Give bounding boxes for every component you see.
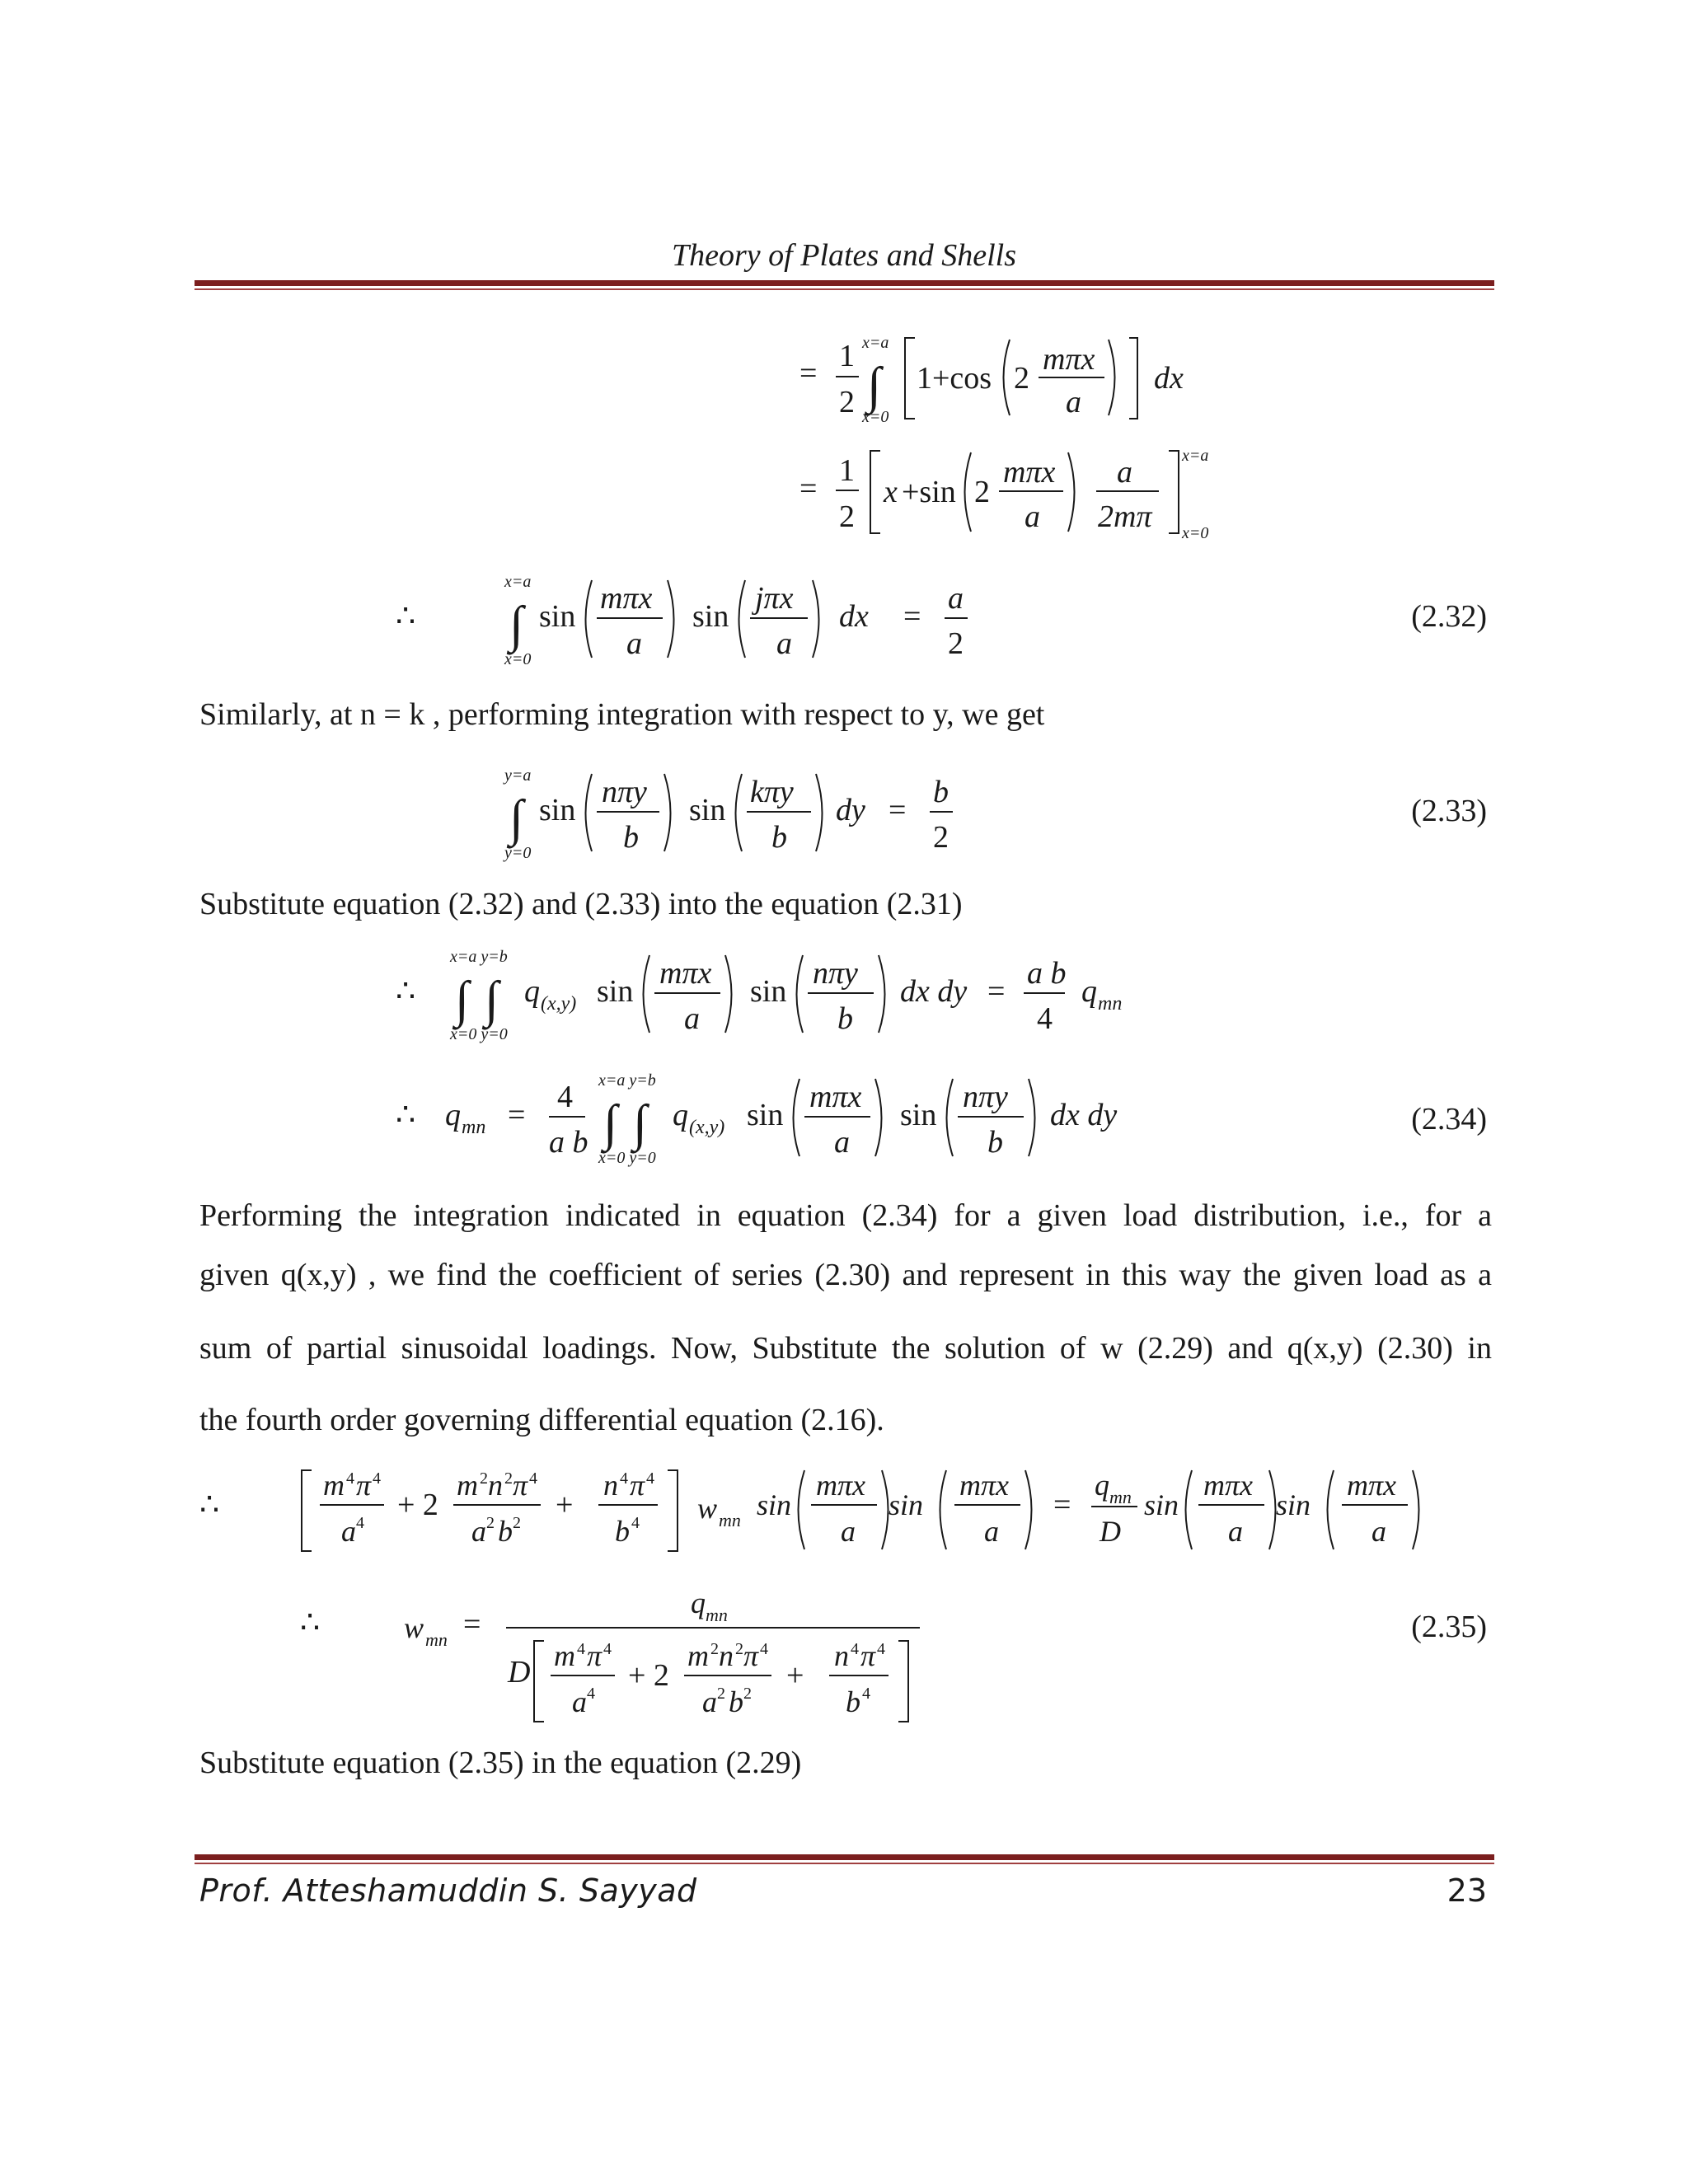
- svg-text:a: a: [1372, 1515, 1386, 1548]
- svg-text:2: 2: [717, 1685, 725, 1703]
- svg-text:mπx: mπx: [1003, 455, 1056, 490]
- svg-text:2: 2: [974, 475, 990, 509]
- svg-text:m: m: [554, 1639, 575, 1672]
- equation-governing-substitution: [195, 1459, 1480, 1566]
- svg-text:a: a: [1025, 499, 1040, 534]
- svg-text:∴: ∴: [300, 1605, 321, 1640]
- svg-text:π: π: [356, 1469, 372, 1502]
- svg-text:a: a: [776, 626, 792, 661]
- svg-text:π: π: [513, 1469, 528, 1502]
- svg-text:π: π: [630, 1469, 645, 1502]
- svg-text:2: 2: [480, 1469, 488, 1488]
- svg-text:4: 4: [373, 1469, 381, 1488]
- svg-text:∴: ∴: [396, 974, 416, 1009]
- svg-text:=: =: [799, 471, 818, 506]
- svg-text:q: q: [673, 1098, 688, 1132]
- svg-text:mπx: mπx: [816, 1469, 866, 1502]
- svg-text:∫: ∫: [485, 972, 499, 1028]
- svg-text:2: 2: [743, 1685, 752, 1703]
- svg-text:x=a: x=a: [504, 573, 532, 591]
- svg-text:dx: dx: [839, 599, 869, 634]
- svg-text:dx dy: dx dy: [1050, 1098, 1118, 1132]
- svg-text:n: n: [834, 1639, 849, 1672]
- svg-text:4: 4: [877, 1640, 885, 1658]
- svg-text:4: 4: [346, 1469, 354, 1488]
- svg-text:b: b: [846, 1685, 860, 1718]
- svg-text:y=0: y=0: [504, 844, 532, 862]
- equation-2-33: [495, 762, 973, 869]
- svg-text:4: 4: [356, 1514, 364, 1532]
- equation-integral-evaluated: [791, 441, 1236, 548]
- svg-text:2: 2: [1014, 361, 1029, 396]
- equation-number-2-35: (2.35): [1411, 1610, 1487, 1644]
- svg-text:y=a: y=a: [504, 766, 532, 785]
- svg-text:mπx: mπx: [659, 956, 712, 991]
- svg-text:sin: sin: [889, 1488, 924, 1521]
- svg-text:1: 1: [839, 453, 855, 488]
- svg-text:b: b: [837, 1001, 853, 1036]
- svg-text:sin: sin: [539, 793, 576, 827]
- svg-text:∫: ∫: [603, 1095, 617, 1151]
- svg-text:+: +: [556, 1488, 574, 1522]
- svg-text:x=a y=b: x=a y=b: [450, 948, 508, 966]
- svg-text:a: a: [702, 1685, 717, 1718]
- svg-text:nπy: nπy: [963, 1080, 1008, 1114]
- footer-rule: [195, 1854, 1494, 1860]
- svg-text:a: a: [841, 1515, 856, 1548]
- svg-text:x=0: x=0: [504, 650, 532, 668]
- svg-text:mπx: mπx: [1203, 1469, 1254, 1502]
- svg-text:q: q: [1095, 1469, 1109, 1502]
- svg-text:2: 2: [839, 385, 855, 419]
- svg-text:sin: sin: [750, 974, 787, 1009]
- svg-text:4: 4: [603, 1640, 612, 1658]
- svg-text:∫: ∫: [867, 358, 881, 414]
- header-rule: [195, 280, 1494, 286]
- svg-text:b: b: [933, 775, 949, 809]
- svg-text:sin: sin: [1276, 1488, 1311, 1521]
- svg-text:π: π: [743, 1639, 759, 1672]
- svg-text:a: a: [1117, 455, 1132, 490]
- svg-text:m: m: [323, 1469, 345, 1502]
- svg-text:a: a: [834, 1125, 850, 1160]
- svg-text:sin: sin: [1144, 1488, 1179, 1521]
- svg-text:a: a: [984, 1515, 999, 1548]
- svg-text:mn: mn: [462, 1117, 486, 1138]
- svg-text:dx dy: dx dy: [900, 974, 968, 1009]
- svg-text:a b: a b: [1027, 956, 1067, 991]
- svg-text:mπx: mπx: [600, 581, 653, 616]
- svg-text:+ 2: + 2: [397, 1488, 438, 1522]
- svg-text:x=a: x=a: [1182, 447, 1209, 465]
- svg-text:4: 4: [587, 1685, 595, 1703]
- svg-text:∴: ∴: [396, 599, 416, 634]
- svg-text:mn: mn: [1109, 1487, 1132, 1507]
- svg-text:x=a: x=a: [862, 334, 889, 352]
- paragraph-line-4: the fourth order governing differential equation (2.16).: [199, 1403, 884, 1437]
- paragraph-substitute-232-233: Substitute equation (2.32) and (2.33) into the equation (2.31): [199, 887, 963, 921]
- svg-text:mπx: mπx: [1347, 1469, 1397, 1502]
- svg-text:x=a y=b: x=a y=b: [598, 1071, 656, 1090]
- paragraph-similarly: Similarly, at n = k , performing integration with respect to y, we get: [199, 697, 1045, 732]
- svg-text:a: a: [1066, 385, 1081, 419]
- svg-text:+: +: [786, 1658, 804, 1693]
- svg-text:n: n: [719, 1639, 734, 1672]
- svg-text:m: m: [687, 1639, 709, 1672]
- svg-text:nπy: nπy: [602, 775, 647, 809]
- svg-text:jπx: jπx: [755, 581, 794, 616]
- svg-text:D: D: [1100, 1515, 1121, 1548]
- svg-text:4: 4: [862, 1685, 870, 1703]
- svg-text:q: q: [445, 1098, 461, 1132]
- svg-text:b: b: [498, 1515, 513, 1548]
- header-rule-thin: [195, 288, 1494, 290]
- svg-text:dy: dy: [836, 793, 865, 827]
- svg-text:a: a: [572, 1685, 587, 1718]
- svg-text:n: n: [488, 1469, 503, 1502]
- svg-text:4: 4: [646, 1469, 654, 1488]
- svg-text:(x,y): (x,y): [689, 1117, 725, 1138]
- svg-text:4: 4: [760, 1640, 768, 1658]
- svg-text:∴: ∴: [199, 1488, 220, 1522]
- svg-text:mn: mn: [706, 1605, 728, 1625]
- svg-text:4: 4: [620, 1469, 628, 1488]
- svg-text:mn: mn: [1098, 993, 1123, 1015]
- svg-text:2mπ: 2mπ: [1098, 499, 1152, 534]
- svg-text:4: 4: [1037, 1001, 1053, 1036]
- svg-text:a b: a b: [549, 1125, 588, 1160]
- svg-text:4: 4: [529, 1469, 537, 1488]
- footer-author: Prof. Atteshamuddin S. Sayyad: [199, 1872, 697, 1909]
- footer-rule-thin: [195, 1863, 1494, 1864]
- svg-text:=: =: [463, 1607, 481, 1642]
- running-header-title: Theory of Plates and Shells: [672, 238, 1016, 273]
- svg-text:m: m: [457, 1469, 478, 1502]
- svg-text:=: =: [889, 793, 907, 827]
- equation-2-34: [387, 1067, 1129, 1174]
- paragraph-line-3: sum of partial sinusoidal loadings. Now, Substitute the solution of w (2.29) and q(x,y) (2.30) in: [199, 1331, 1492, 1366]
- svg-text:2: 2: [486, 1514, 495, 1532]
- equation-2-35: [297, 1586, 940, 1727]
- svg-text:2: 2: [839, 499, 855, 534]
- svg-text:a: a: [684, 1001, 700, 1036]
- page-number: 23: [1447, 1872, 1487, 1909]
- svg-text:∫: ∫: [455, 972, 469, 1028]
- svg-text:+ 2: + 2: [628, 1658, 669, 1693]
- svg-text:=: =: [508, 1098, 526, 1132]
- svg-text:=: =: [799, 356, 818, 391]
- svg-text:4: 4: [631, 1514, 640, 1532]
- svg-text:sin: sin: [900, 1098, 937, 1132]
- svg-text:π: π: [860, 1639, 876, 1672]
- svg-text:1+cos: 1+cos: [917, 361, 992, 396]
- svg-text:mn: mn: [719, 1510, 741, 1530]
- svg-text:x: x: [884, 475, 898, 509]
- svg-text:=: =: [1053, 1488, 1071, 1522]
- svg-text:sin: sin: [539, 599, 576, 634]
- svg-text:dx: dx: [1154, 361, 1184, 396]
- equation-integral-cos: [791, 330, 1220, 437]
- svg-text:x=0 y=0: x=0 y=0: [450, 1025, 508, 1043]
- equation-number-2-32: (2.32): [1411, 599, 1487, 634]
- svg-text:n: n: [603, 1469, 618, 1502]
- svg-text:=: =: [903, 599, 921, 634]
- svg-text:sin: sin: [757, 1488, 792, 1521]
- svg-text:2: 2: [735, 1640, 743, 1658]
- svg-text:b: b: [771, 820, 787, 855]
- paragraph-substitute-235: Substitute equation (2.35) in the equation (2.29): [199, 1746, 802, 1780]
- svg-text:a: a: [471, 1515, 486, 1548]
- svg-text:4: 4: [577, 1640, 585, 1658]
- svg-text:mπx: mπx: [1043, 342, 1095, 377]
- svg-text:a: a: [948, 581, 964, 616]
- svg-text:b: b: [729, 1685, 743, 1718]
- svg-text:mπx: mπx: [809, 1080, 862, 1114]
- svg-text:π: π: [587, 1639, 603, 1672]
- svg-text:+sin: +sin: [902, 475, 956, 509]
- svg-text:sin: sin: [689, 793, 726, 827]
- svg-text:w: w: [697, 1492, 718, 1525]
- svg-text:q: q: [691, 1586, 706, 1619]
- svg-text:x=0: x=0: [1182, 524, 1209, 542]
- svg-text:q: q: [1081, 974, 1097, 1009]
- svg-text:mn: mn: [425, 1629, 448, 1650]
- equation-number-2-33: (2.33): [1411, 794, 1487, 828]
- svg-text:2: 2: [504, 1469, 513, 1488]
- svg-text:4: 4: [557, 1080, 573, 1114]
- svg-text:D: D: [508, 1655, 531, 1690]
- svg-text:=: =: [987, 974, 1006, 1009]
- svg-text:b: b: [623, 820, 639, 855]
- svg-text:kπy: kπy: [750, 775, 794, 809]
- equation-number-2-34: (2.34): [1411, 1102, 1487, 1137]
- svg-text:a: a: [1228, 1515, 1243, 1548]
- svg-text:∫: ∫: [633, 1095, 647, 1151]
- svg-text:b: b: [615, 1515, 630, 1548]
- paragraph-line-1: Performing the integration indicated in equation (2.34) for a given load distribution, i.e., for a: [199, 1198, 1492, 1233]
- svg-text:∫: ∫: [509, 790, 523, 846]
- svg-text:x=0: x=0: [862, 408, 889, 426]
- svg-text:nπy: nπy: [813, 956, 858, 991]
- svg-text:2: 2: [933, 820, 949, 855]
- svg-text:∫: ∫: [509, 597, 523, 653]
- svg-text:sin: sin: [747, 1098, 784, 1132]
- equation-2-32: [387, 569, 981, 676]
- svg-text:4: 4: [851, 1640, 859, 1658]
- svg-text:b: b: [987, 1125, 1003, 1160]
- svg-text:q: q: [524, 974, 540, 1009]
- paragraph-line-2: given q(x,y) , we find the coefficient of series (2.30) and represent in this way the given load as a: [199, 1258, 1492, 1292]
- svg-text:sin: sin: [692, 599, 729, 634]
- svg-text:∴: ∴: [396, 1098, 416, 1132]
- svg-text:2: 2: [948, 626, 964, 661]
- svg-text:sin: sin: [597, 974, 634, 1009]
- svg-text:2: 2: [513, 1514, 521, 1532]
- equation-double-integral: [387, 944, 1129, 1051]
- svg-text:(x,y): (x,y): [541, 993, 577, 1015]
- svg-text:w: w: [404, 1611, 424, 1644]
- svg-text:a: a: [626, 626, 642, 661]
- svg-text:a: a: [341, 1515, 356, 1548]
- svg-text:mπx: mπx: [959, 1469, 1010, 1502]
- svg-text:x=0 y=0: x=0 y=0: [598, 1149, 656, 1167]
- svg-text:2: 2: [710, 1640, 719, 1658]
- svg-text:1: 1: [839, 339, 855, 373]
